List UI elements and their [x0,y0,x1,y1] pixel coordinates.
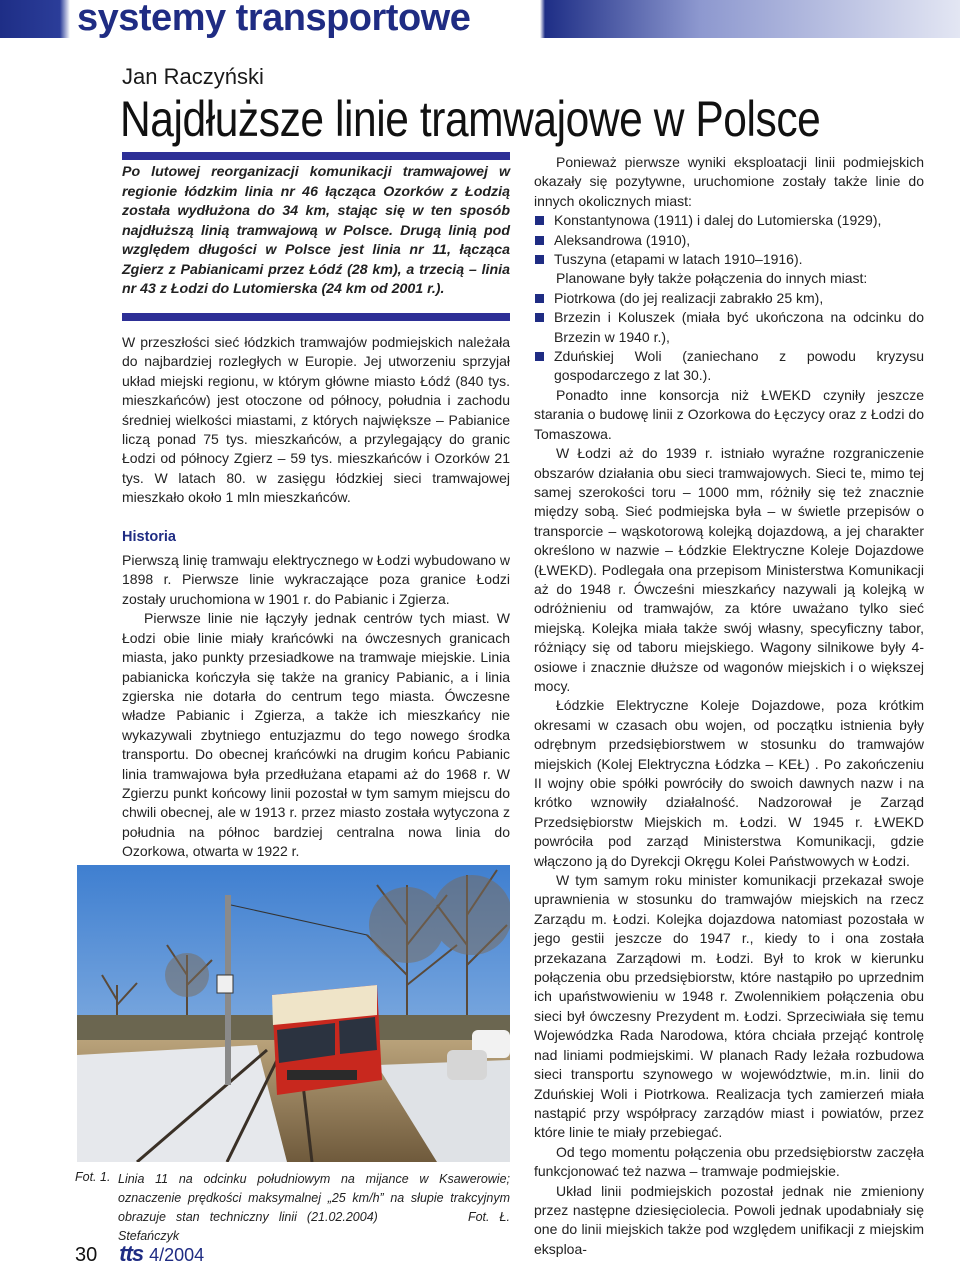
history-heading: Historia [122,528,176,545]
figure-credit: Fot. Ł. Stefańczyk [118,1210,510,1243]
right-paragraph-1: Ponieważ pierwsze wyniki eksploatacji linii podmiejskich okazały się pozytywne, uruchomione zostały także linie do innych okolicznych miast: [534,154,924,209]
issue-number: 4/2004 [149,1245,205,1265]
right-paragraph-4: W Łodzi aż do 1939 r. istniało wyraźne rozgraniczenie obszarów działania obu sieci tramwajowych. Sieci te, mimo tej samej szerokości toru – 1000 mm, różniły się też znacznie między sobą. Sieć podmiejska była – w świetle przepisów o transporcie – wąskotorową kolejką dojazdową, a jej charakter określono w nazwie – Łódzkie Elektryczne Koleje Dojazdowe (ŁWEKD). Podlegała ona przepisom Ministerstwa Komunikacji aż do 1948 r. Ówcześni mieszkańcy nazywali ją kolejką w odróżnieniu od tramwajów, za które uważano tylko sieć miejską. Kolejka miała także swój własny, specyficzny tabor, różniący się od taboru miejskiego. Wagony silnikowe były 4-osiowe i znacznie dłuższe od wagonów miejskich i o większej mocy. [534,445,924,694]
article-lead: Po lutowej reorganizacji komunikacji tramwajowej w regionie łódzkim linia nr 46 łącząca Ozorków z Łodzią została wydłużona do 34 km, stając się w ten sposób najdłuższą linią tramwajową w Polsce. Drugą linią pod względem długości w Polsce jest linia nr 11, łącząca Zgierz z Pabianicami przez Łódź (28 km), a trzecią – linia nr 43 z Łodzi do Lutomierska (24 km od 2001 r.). [122,164,510,297]
square-bullet-icon [535,294,544,303]
square-bullet-icon [535,352,544,361]
article-author: Jan Raczyński [122,64,264,89]
list-item: Zduńskiej Woli (zaniechano z powodu kryzysu gospodarczego z lat 30.). [534,347,924,386]
lead-top-rule [122,152,510,160]
history-paragraph-1: Pierwszą linię tramwaju elektrycznego w Łodzi wybudowano w 1898 r. Pierwsze linie wykraczające poza granice Łodzi zostały uruchomiona w 1901 r. do Pabianic i Zgierza. [122,552,510,607]
tram-photo [77,865,510,1162]
page-footer [75,1241,204,1267]
figure-caption-text: Linia 11 na odcinku południowym na mijance w Ksawerowie; oznaczenie prędkości maksymalnej „25 km/h” na słupie trakcyjnym obrazuje stan techniczny linii (21.02.2004) [118,1172,510,1224]
article-title: Najdłuższe linie tramwajowe w Polsce [120,91,821,147]
square-bullet-icon [535,255,544,264]
right-paragraph-2: Planowane były także połączenia do innych miast: [556,270,868,287]
history-paragraph-2: Pierwsze linie nie łączyły jednak centrów tych miast. W Łodzi obie linie miały krańcówki na ówczesnych granicach miasta, jako punkty przesiadkowe na tramwaje miejskie. Linia pabianicka kończyła się także na granicy Pabianic, a i linia zgierska nie dotarła do centrum tego miasta. Ówczesne władze Pabianic i Zgierza, a także ich mieszkańcy nie wykazywali zbytniego entuzjazmu do tego nowego środka transportu. Do obecnej krańcówki na drugim końcu Pabianic linia tramwajowa była przedłużana etapami aż do 1968 r. W Zgierzu punkt końcowy linii pozostał w tym samym miejscu do chwili obecnej, ale w 1913 r. przez miasto została wytyczona z południa na północ bardziej centralna nowa linia do Ozorkowa, otwarta w 1922 r. [122,610,510,860]
right-paragraph-7: Od tego momentu połączenia obu przedsiębiorstw zaczęła funkcjonować też nazwa – tramwaje podmiejskie. [534,1143,924,1180]
section-title: systemy transportowe [77,0,471,39]
left-column [122,333,510,862]
list-item: Konstantynowa (1911) i dalej do Lutomierska (1929), [534,211,924,230]
square-bullet-icon [535,313,544,322]
right-paragraph-5: Łódzkie Elektryczne Koleje Dojazdowe, poza krótkim okresami w czasach obu wojen, od początku istnienia były odrębnym przedsiębiorstwem w stosunku do tramwajów miejskich (Kolej Elektryczna Łódzka – KEŁ) . Po zakończeniu II wojny obie spółki powróciły do swoich dawnych nazw i na krótko wznowiły działalność. Nadzorował je Zarząd Przedsiębiorstw Miejskich m. Łodzi. W 1945 r. ŁWEKD powróciła pod zarząd Ministerstwa Komunikacji, gdzie włączono ją do Dyrekcji Okręgu Kolei Państwowych w Łodzi. [534,697,924,869]
list-item: Aleksandrowa (1910), [534,231,924,250]
figure-caption [118,1170,510,1246]
lead-bottom-rule [122,313,510,321]
page-number: 30 [75,1244,98,1266]
square-bullet-icon [535,216,544,225]
list-item: Brzezin i Koluszek (miała być ukończona na odcinku do Brzezin w 1940 r.), [534,308,924,347]
right-paragraph-8: Układ linii podmiejskich pozostał jednak nie zmieniony przez następne dziesięciolecia. Powoli jednak upodabniały się one do linii miejskich także pod względem unifikacji z miejskim eksploa- [534,1182,924,1257]
right-paragraph-3: Ponadto inne konsorcja niż ŁWEKD czyniły jeszcze starania o budowę linii z Ozorkowa do Łęczycy oraz z Łodzi do Tomaszowa. [534,386,924,442]
list-item: Tuszyna (etapami w latach 1910–1916). [534,250,924,269]
right-paragraph-6: W tym samym roku minister komunikacji przekazał swoje uprawnienia w stosunku do tramwajów miejskich na rzecz Zarządu m. Łodzi. Kolejka dojazdowa natomiast pozostała w jego gestii jeszcze do 1947 r., kiedy to i ona została przekazana Zarządowi m. Łodzi. Był to krok w kierunku połączenia obu przedsiębiorstw, które nastąpiło po uprzednim ich upaństwowieniu w 1948 r. Zwolennikiem połączenia obu sieci był ówczesny Prezydent m. Łodzi. Sprzeciwiała się temu Wojewódzka Rada Narodowa, która chciała przejąć kontrolę nad liniami podmiejskimi. W planach Rady leżała rozbudowa sieci transportu szynowego w województwie, m.in. linii do Zduńskiej Woli i Piotrkowa. Realizacja tych zamierzeń miała nastąpić przy współpracy zarządów miast i powiatów, przez które linie te miały przebiegać. [534,872,924,1141]
bullet-list-2 [534,289,924,386]
figure-label: Fot. 1. [75,1170,111,1184]
list-item: Piotrkowa (do jej realizacji zabrakło 25 km), [534,289,924,308]
tts-logo: tts [119,1241,144,1266]
bullet-list-1 [534,211,924,269]
right-column [534,153,924,1259]
intro-paragraph: W przeszłości sieć łódzkich tramwajów podmiejskich należała do najbardziej rozległych w Europie. Jej utworzeniu sprzyjał układ miejski regionu, w którym główne miasto Łódź (840 tys. mieszkańców) jest otoczone od północy, południa i zachodu średniej wielkości miastami, z których największe – Pabianice liczą ponad 75 tys. mieszkańców, a przylegający do granic Łodzi od północy Zgierz – 59 tys. mieszkańców i Ozorków 21 tys. W latach 80. w zasięgu łódzkiej sieci tramwajowej mieszkało około 1 mln mieszkańców. [122,334,510,506]
square-bullet-icon [535,236,544,245]
